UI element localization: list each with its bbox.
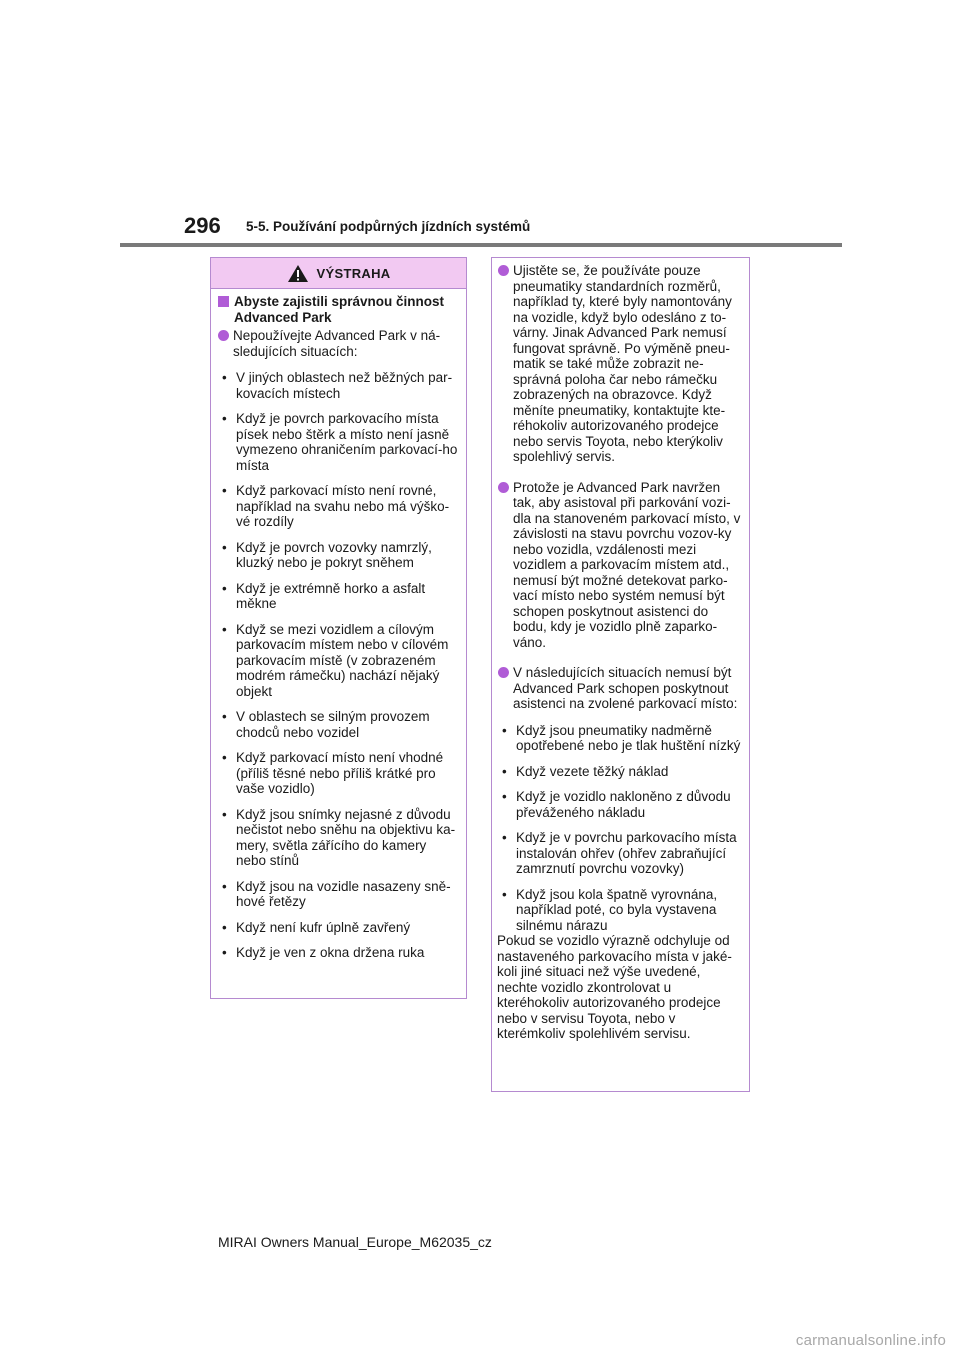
- list-item: • Když jsou snímky nejasné z důvodu nečistot nebo sněhu na objektivu ka-mery, světla zářícího do kamery nebo stínů: [217, 807, 460, 869]
- square-bullet-icon: [218, 296, 229, 307]
- warning-header: [211, 258, 466, 289]
- warning-bullet-list: [217, 370, 460, 961]
- list-item: • Když parkovací místo není rovné, například na svahu nebo má výško-vé rozdíly: [217, 483, 460, 530]
- warning-intro-text: Nepoužívejte Advanced Park v ná-sledujících situacích:: [233, 328, 441, 359]
- list-item: • Když je povrch parkovacího místa písek nebo štěrk a místo není jasně vymezeno ohraničením parkovací-ho místa: [217, 411, 460, 473]
- list-item: • Když je ven z okna držena ruka: [217, 945, 460, 961]
- header-divider: [120, 243, 842, 247]
- list-item: • Když parkovací místo není vhodné (příliš těsné nebo příliš krátké pro vaše vozidlo): [217, 750, 460, 797]
- info-item: [497, 480, 744, 651]
- list-item: • Když jsou pneumatiky nadměrně opotřebené nebo je tlak huštění nízký: [497, 723, 744, 754]
- list-item: • Když jsou na vozidle nasazeny sně-hové řetězy: [217, 879, 460, 910]
- info-bullet-list: [497, 723, 744, 934]
- warning-heading: [217, 294, 460, 325]
- closing-paragraph: Pokud se vozidlo výrazně odchyluje od nastaveného parkovacího místa v jaké-koli jiné situaci než výše uvedené, nechte vozidlo zkontrolovat u kteréhokoliv autorizovaného prodejce nebo v servisu Toyota, nebo v kterémkoliv spolehlivém servisu.: [497, 933, 732, 1041]
- list-item: • Když jsou kola špatně vyrovnána, například poté, co byla vystavena silnému nárazu: [497, 887, 744, 934]
- list-item: • Když je v povrchu parkovacího místa instalován ohřev (ohřev zabraňující zamrznutí povrchu vozovky): [497, 830, 744, 877]
- list-item: • Když není kufr úplně zavřený: [217, 920, 460, 936]
- warning-body: [211, 289, 466, 961]
- warning-heading-text: Abyste zajistili správnou činnost Advanced Park: [234, 294, 445, 325]
- info-item-text: Ujistěte se, že používáte pouze pneumatiky standardních rozměrů, například ty, které byly namontovány na vozidle, když bylo odesláno z to-várny. Jinak Advanced Park nemusí fungovat správně. Po výměně pneu-matik se také může zobrazit ne-správná poloha čar nebo rámečku zobrazených na obrazovce. Když měníte pneumatiky, kontaktujte kte-réhokoliv autorizovaného prodejce nebo servis Toyota, nebo kterýkoliv spolehlivý servis.: [513, 263, 732, 464]
- warning-intro: [217, 328, 460, 359]
- info-box: [491, 257, 750, 1092]
- warning-triangle-icon: [287, 264, 309, 283]
- list-item: • Když vezete těžký náklad: [497, 764, 744, 780]
- list-item: • V oblastech se silným provozem chodců nebo vozidel: [217, 709, 460, 740]
- circle-bullet-icon: [498, 667, 509, 678]
- warning-title: VÝSTRAHA: [316, 265, 391, 281]
- footer-text: MIRAI Owners Manual_Europe_M62035_cz: [218, 1234, 492, 1250]
- list-item: • Když je extrémně horko a asfalt měkne: [217, 581, 460, 612]
- list-item: • V jiných oblastech než běžných par-kovacích místech: [217, 370, 460, 401]
- info-item: [497, 263, 744, 465]
- info-item: [497, 665, 744, 712]
- circle-bullet-icon: [498, 482, 509, 493]
- info-item-text: V následujících situacích nemusí být Advanced Park schopen poskytnout asistenci na zvolené parkovací místo:: [513, 665, 738, 711]
- circle-bullet-icon: [498, 265, 509, 276]
- info-item-text: Protože je Advanced Park navržen tak, aby asistoval při parkování vozi-dla na stanoveném parkovací místo, v závislosti na stavu povrchu vozov-ky nebo vozidla, vzdálenosti mezi vozidlem a parkovacím místem atd., nemusí být možné detekovat parko-vací místo nebo systém nemusí být schopen poskytnout asistenci do bodu, kdy je vozidlo plně zaparko-váno.: [513, 479, 741, 650]
- section-title: 5-5. Používání podpůrných jízdních systémů: [246, 219, 531, 234]
- warning-box: [210, 257, 467, 999]
- circle-bullet-icon: [218, 330, 229, 341]
- list-item: • Když je povrch vozovky namrzlý, kluzký nebo je pokryt sněhem: [217, 540, 460, 571]
- list-item: • Když se mezi vozidlem a cílovým parkovacím místem nebo v cílovém parkovacím místě (v zobrazeném modrém rámečku) nachází nějaký objekt: [217, 622, 460, 700]
- list-item: • Když je vozidlo nakloněno z důvodu převáženého nákladu: [497, 789, 744, 820]
- watermark: carmanualsonline.info: [795, 1332, 946, 1349]
- page-number: 296: [184, 213, 221, 238]
